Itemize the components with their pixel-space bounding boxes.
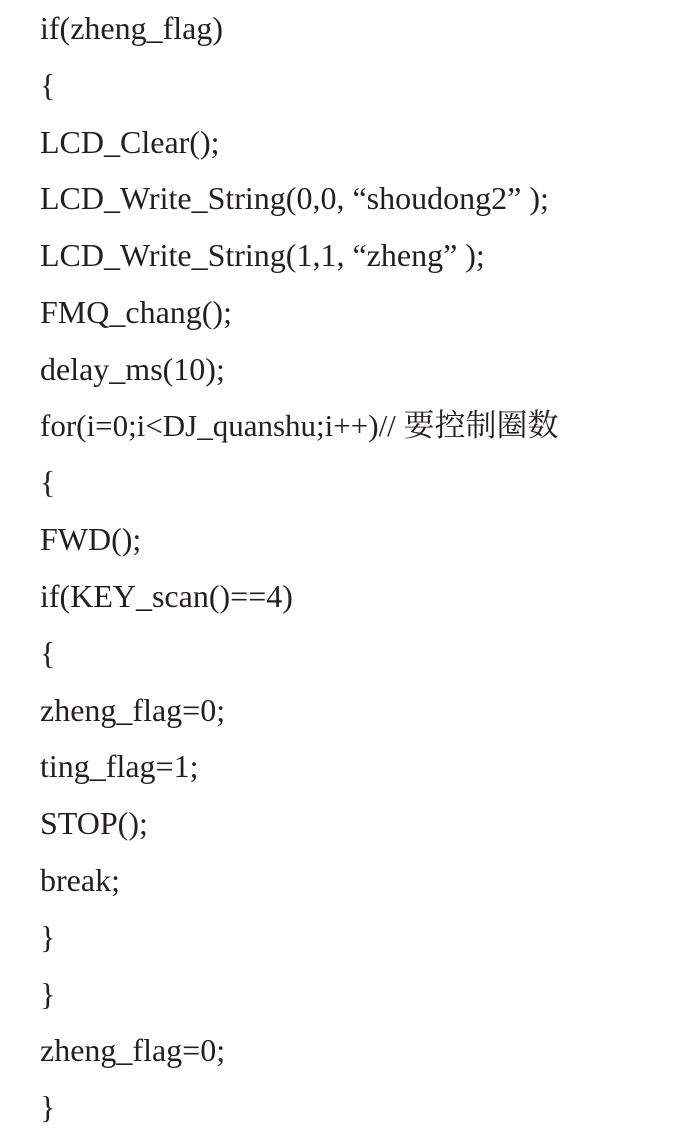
- code-line: zheng_flag=0;: [40, 1032, 226, 1069]
- code-line: STOP();: [40, 805, 148, 842]
- code-line: {: [40, 464, 56, 501]
- code-line: LCD_Clear();: [40, 123, 220, 160]
- code-listing: [40, 0, 680, 1136]
- code-line: if(KEY_scan()==4): [40, 577, 293, 614]
- code-line: break;: [40, 861, 120, 898]
- code-line: zheng_flag=0;: [40, 691, 226, 728]
- code-line: FWD();: [40, 521, 142, 558]
- code-line: }: [40, 975, 56, 1012]
- code-line: FMQ_chang();: [40, 293, 232, 330]
- code-line: ting_flag=1;: [40, 748, 199, 785]
- code-line: }: [40, 918, 56, 955]
- code-line: if(zheng_flag): [40, 10, 224, 46]
- code-line: for(i=0;i<DJ_quanshu;i++)// 要控制圈数: [40, 407, 559, 443]
- code-line: {: [40, 634, 56, 671]
- code-line: LCD_Write_String(1,1, “zheng” );: [40, 237, 485, 274]
- code-line: {: [40, 66, 56, 103]
- code-line: delay_ms(10);: [40, 350, 225, 387]
- code-line: }: [40, 1089, 56, 1126]
- code-line: LCD_Write_String(0,0, “shoudong2” );: [40, 180, 549, 217]
